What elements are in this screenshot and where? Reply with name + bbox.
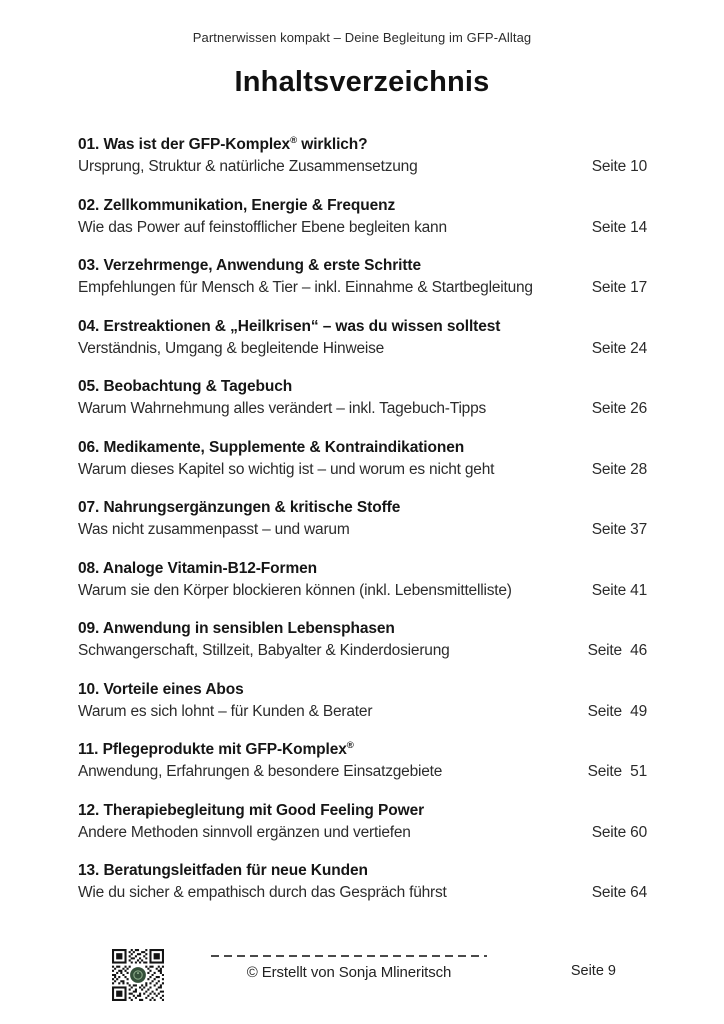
- toc-entry-page: Seite 14: [591, 218, 647, 236]
- toc-entry-title: 11. Pflegeprodukte mit GFP-Komplex®: [78, 739, 354, 758]
- toc-entry-page: Seite 24: [591, 339, 647, 357]
- toc-entry-subtitle: Verständnis, Umgang & begleitende Hinweise: [78, 339, 385, 357]
- toc-entry-title: 13. Beratungsleitfaden für neue Kunden: [78, 862, 368, 879]
- toc-entry-subtitle: Andere Methoden sinnvoll ergänzen und vertiefen: [78, 823, 411, 841]
- toc-entry-title: 06. Medikamente, Supplemente & Kontraindikationen: [78, 438, 465, 456]
- toc-entry-page: Seite 37: [591, 521, 647, 538]
- toc-entry-subtitle: Warum dieses Kapitel so wichtig ist – und worum es nicht geht: [78, 460, 495, 478]
- toc-entry: [78, 679, 647, 723]
- toc-entry-title: 01. Was ist der GFP-Komplex® wirklich?: [78, 134, 368, 153]
- toc-entry-title: 12. Therapiebegleitung mit Good Feeling Power: [78, 801, 425, 819]
- toc-entry-subtitle: Wie du sicher & empathisch durch das Gespräch führst: [78, 884, 447, 901]
- toc-list: [78, 134, 647, 921]
- toc-entry-subtitle: Warum Wahrnehmung alles verändert – inkl. Tagebuch-Tipps: [78, 400, 487, 417]
- toc-entry: [78, 860, 647, 904]
- page-title: Inhaltsverzeichnis: [234, 66, 490, 98]
- toc-entry-subtitle: Schwangerschaft, Stillzeit, Babyalter & Kinderdosierung: [78, 642, 450, 659]
- toc-entry-page: Seite 51: [587, 763, 647, 780]
- toc-entry: [78, 195, 647, 239]
- footer-divider: [211, 955, 487, 957]
- toc-entry: [78, 376, 647, 420]
- toc-entry-page: Seite 26: [591, 400, 647, 417]
- toc-entry-page: Seite 49: [587, 702, 647, 720]
- toc-entry-subtitle: Warum sie den Körper blockieren können (inkl. Lebensmittelliste): [78, 581, 512, 599]
- toc-entry: [78, 134, 647, 178]
- document-header: Partnerwissen kompakt – Deine Begleitung im GFP-Alltag: [192, 30, 532, 45]
- toc-entry: [78, 739, 647, 783]
- toc-entry-page: Seite 46: [587, 642, 647, 659]
- toc-entry: [78, 316, 647, 360]
- toc-entry-subtitle: Warum es sich lohnt – für Kunden & Berater: [78, 702, 373, 720]
- toc-entry: [78, 437, 647, 481]
- toc-entry-subtitle: Anwendung, Erfahrungen & besondere Einsatzgebiete: [78, 763, 443, 780]
- toc-entry-title: 05. Beobachtung & Tagebuch: [78, 378, 293, 395]
- toc-entry-title: 03. Verzehrmenge, Anwendung & erste Schritte: [78, 257, 422, 274]
- qr-code-icon: [112, 949, 164, 1001]
- toc-entry: [78, 618, 647, 662]
- toc-entry-title: 08. Analoge Vitamin-B12-Formen: [78, 559, 318, 577]
- footer: [211, 955, 487, 981]
- toc-entry-title: 02. Zellkommunikation, Energie & Frequenz: [78, 196, 396, 214]
- toc-entry-subtitle: Wie das Power auf feinstofflicher Ebene begleiten kann: [78, 218, 447, 236]
- toc-entry-subtitle: Empfehlungen für Mensch & Tier – inkl. Einnahme & Startbegleitung: [78, 279, 533, 296]
- page-number-label: Seite 9: [570, 963, 616, 979]
- toc-entry-page: Seite 41: [591, 581, 647, 599]
- toc-entry-page: Seite 10: [591, 158, 647, 175]
- toc-entry-page: Seite 17: [591, 279, 647, 296]
- toc-entry-title: 07. Nahrungsergänzungen & kritische Stoffe: [78, 499, 401, 516]
- toc-entry: [78, 558, 647, 602]
- toc-entry: [78, 497, 647, 541]
- toc-entry-page: Seite 60: [591, 823, 647, 841]
- toc-entry-subtitle: Ursprung, Struktur & natürliche Zusammensetzung: [78, 158, 418, 175]
- toc-entry-title: 10. Vorteile eines Abos: [78, 680, 244, 698]
- copyright-text: © Erstellt von Sonja Mlineritsch: [246, 964, 452, 981]
- toc-entry-subtitle: Was nicht zusammenpasst – und warum: [78, 521, 350, 538]
- toc-entry-page: Seite 64: [591, 884, 647, 901]
- toc-entry-page: Seite 28: [591, 460, 647, 478]
- toc-entry: [78, 255, 647, 299]
- toc-entry: [78, 800, 647, 844]
- toc-entry-title: 04. Erstreaktionen & „Heilkrisen“ – was du wissen solltest: [78, 317, 501, 335]
- toc-entry-title: 09. Anwendung in sensiblen Lebensphasen: [78, 620, 395, 637]
